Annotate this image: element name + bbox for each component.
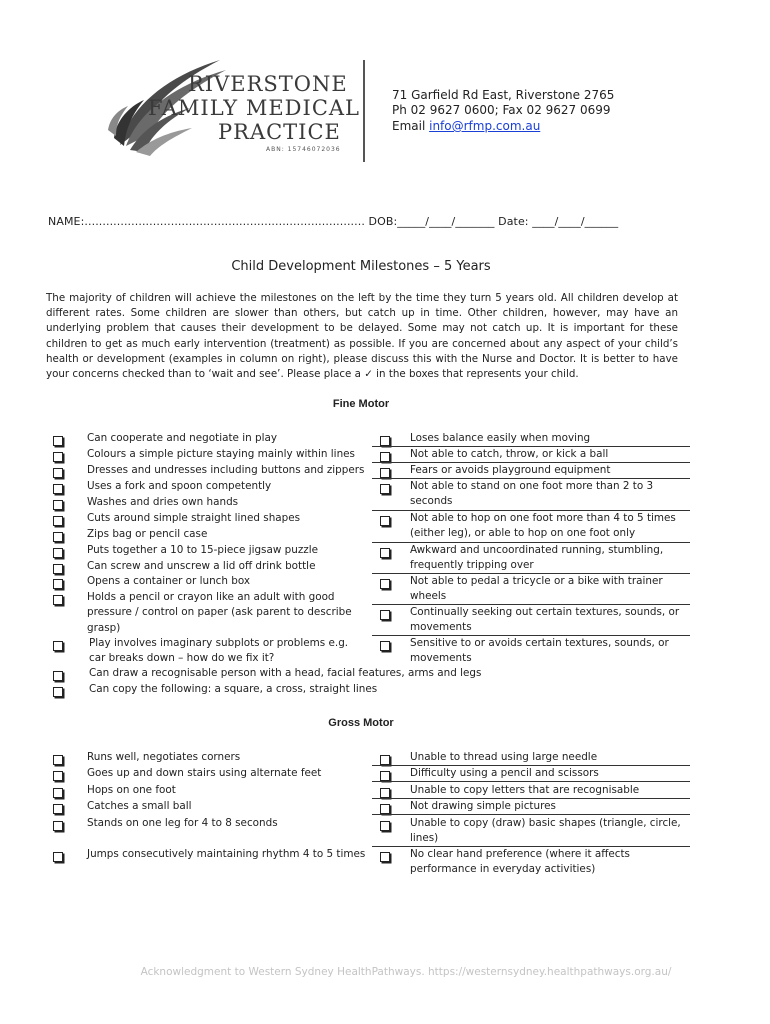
left-milestone-item [87,463,387,478]
right-milestone-item [410,463,700,478]
milestone-text-line: Jumps consecutively maintaining rhythm 4 to 5 times [87,848,366,860]
left-checkbox[interactable] [53,687,63,697]
right-milestone-item [410,511,700,542]
gross-motor-heading: Gross Motor [328,717,394,729]
logo-line-3: PRACTICE [218,120,341,144]
left-milestone-item [87,431,387,446]
milestone-text-line: Unable to copy letters that are recognisable [410,784,640,796]
left-milestone-item [89,682,419,697]
right-checkbox[interactable] [380,468,390,478]
left-milestone-item [87,527,387,542]
left-checkbox[interactable] [53,484,63,494]
left-checkbox[interactable] [53,852,63,862]
left-milestone-item [87,766,387,781]
left-checkbox[interactable] [53,579,63,589]
logo-line-1: RIVERSTONE [188,72,348,96]
right-checkbox[interactable] [380,771,390,781]
acknowledgment-footer: Acknowledgment to Western Sydney HealthPathways. https://westernsydney.healthpathways.org.au/ [140,966,672,978]
left-milestone-item [87,495,387,510]
milestone-text-line: Sensitive to or avoids certain textures, sounds, or [410,637,669,649]
left-milestone-item [87,447,387,462]
right-checkbox[interactable] [380,579,390,589]
milestone-text-line: Dresses and undresses including buttons and zippers [87,464,365,476]
right-milestone-item [410,799,700,814]
practice-phone-fax: Ph 02 9627 0600; Fax 02 9627 0699 [392,103,611,117]
left-checkbox[interactable] [53,595,63,605]
milestone-text-line: performance in everyday activities) [410,863,596,876]
left-milestone-item [87,847,387,862]
right-row-divider [372,814,690,815]
right-checkbox[interactable] [380,484,390,494]
left-checkbox[interactable] [53,516,63,526]
milestone-text-line: seconds [410,495,453,508]
left-checkbox[interactable] [53,452,63,462]
milestone-text-line: Washes and dries own hands [87,496,239,508]
left-milestone-item [87,783,387,798]
left-milestone-item [87,559,387,574]
left-checkbox[interactable] [53,771,63,781]
email-link[interactable]: info@rfmp.com.au [429,119,541,133]
milestone-text-line: grasp) [87,621,121,634]
right-checkbox[interactable] [380,548,390,558]
right-milestone-item [410,766,700,781]
milestone-text-line: Uses a fork and spoon competently [87,480,272,492]
milestone-text-line: Difficulty using a pencil and scissors [410,767,599,779]
patient-details-line[interactable]: NAME:.............................................................................. DOB:_____/____/_______ Date: ____/____/______ [48,215,619,228]
right-milestone-item [410,816,700,847]
right-milestone-item [410,605,700,636]
logo-line-2: FAMILY MEDICAL [148,96,360,120]
left-milestone-item [87,750,387,765]
right-checkbox[interactable] [380,610,390,620]
left-milestone-item [87,816,387,831]
left-checkbox[interactable] [53,671,63,681]
right-milestone-item [410,574,700,605]
milestone-text-line: Hops on one foot [87,784,176,796]
left-milestone-item [87,574,387,589]
milestone-text-line: Not able to hop on one foot more than 4 to 5 times [410,512,676,524]
milestone-text-line: Holds a pencil or crayon like an adult with good [87,591,335,603]
milestone-text-line: Can screw and unscrew a lid off drink bottle [87,560,316,572]
milestone-text-line: Colours a simple picture staying mainly within lines [87,448,355,460]
left-checkbox[interactable] [53,500,63,510]
right-checkbox[interactable] [380,452,390,462]
milestone-text-line: Not drawing simple pictures [410,800,556,812]
milestone-text-line: Opens a container or lunch box [87,575,251,587]
milestone-text-line: Cuts around simple straight lined shapes [87,512,301,524]
practice-logo [100,50,360,165]
header-divider [363,60,365,162]
left-checkbox[interactable] [53,755,63,765]
milestone-text-line: Stands on one leg for 4 to 8 seconds [87,817,278,829]
milestone-text-line: Catches a small ball [87,800,192,812]
milestone-text-line: Loses balance easily when moving [410,432,591,444]
milestone-text-line: Continually seeking out certain textures, sounds, or [410,606,680,618]
milestone-text-line: Not able to stand on one foot more than 2 to 3 [410,480,654,492]
logo-abn: ABN: 15746072036 [266,146,341,153]
left-checkbox[interactable] [53,788,63,798]
right-milestone-item [410,636,700,667]
milestone-text-line: lines) [410,832,439,845]
milestone-text-line: Zips bag or pencil case [87,528,208,540]
left-milestone-item [87,479,387,494]
right-milestone-item [410,750,700,765]
left-checkbox[interactable] [53,436,63,446]
left-checkbox[interactable] [53,641,63,651]
right-milestone-item [410,783,700,798]
right-checkbox[interactable] [380,788,390,798]
right-checkbox[interactable] [380,852,390,862]
milestone-text-line: car breaks down – how do we fix it? [89,652,275,665]
right-row-divider [372,781,690,782]
right-checkbox[interactable] [380,755,390,765]
fine-motor-heading: Fine Motor [332,398,390,410]
milestone-text-line: Unable to copy (draw) basic shapes (triangle, circle, [410,817,681,829]
milestone-text-line: Play involves imaginary subplots or problems e.g. [89,637,349,649]
right-milestone-item [410,447,700,462]
milestone-text-line: (either leg), or able to hop on one foot only [410,527,636,540]
left-checkbox[interactable] [53,548,63,558]
left-milestone-item [87,590,387,636]
left-checkbox[interactable] [53,564,63,574]
left-milestone-item [87,799,387,814]
left-milestone-item [87,511,387,526]
milestone-text-line: Unable to thread using large needle [410,751,598,763]
milestone-text-line: frequently tripping over [410,559,534,572]
practice-address: 71 Garfield Rd East, Riverstone 2765 [392,88,615,102]
intro-paragraph: The majority of children will achieve the milestones on the left by the time they turn 5 years old. All children develop at different rates. Some children are slower than others, but catch up in time. Other children, however, may have an underlying problem that causes their development to be delayed. Some may not catch up. It is important for these children to get as much early intervention (treatment) as possible. If you are concerned about any aspect of your child’s health or development (examples in column on right), please discuss this with the Nurse and Doctor. It is better to have your concerns checked than to ‘wait and see’. Please place a ✓ in the boxes that represents your child. [46,292,678,381]
milestone-text-line: wheels [410,590,447,603]
left-milestone-item [89,666,519,681]
right-checkbox[interactable] [380,516,390,526]
milestone-text-line: Can cooperate and negotiate in play [87,432,277,444]
milestone-text-line: Can draw a recognisable person with a head, facial features, arms and legs [89,667,482,679]
page-title: Child Development Milestones – 5 Years [231,259,491,274]
right-checkbox[interactable] [380,436,390,446]
right-milestone-item [410,431,700,446]
practice-email-line [392,119,540,133]
milestone-text-line: Goes up and down stairs using alternate feet [87,767,322,779]
milestone-text-line: Awkward and uncoordinated running, stumbling, [410,544,664,556]
milestone-text-line: Not able to pedal a tricycle or a bike with trainer [410,575,663,587]
milestone-text-line: movements [410,621,472,634]
right-checkbox[interactable] [380,821,390,831]
milestone-text-line: movements [410,652,472,665]
milestone-text-line: Runs well, negotiates corners [87,751,241,763]
left-checkbox[interactable] [53,468,63,478]
left-milestone-item [89,636,389,667]
left-milestone-item [87,543,387,558]
right-milestone-item [410,847,700,878]
milestone-text-line: pressure / control on paper (ask parent to describe [87,606,352,619]
left-checkbox[interactable] [53,821,63,831]
email-label: Email [392,119,430,133]
milestone-text-line: Puts together a 10 to 15-piece jigsaw puzzle [87,544,319,556]
right-milestone-item [410,543,700,574]
right-milestone-item [410,479,700,510]
milestone-text-line: No clear hand preference (where it affects [410,848,630,860]
left-checkbox[interactable] [53,532,63,542]
milestone-text-line: Can copy the following: a square, a cross, straight lines [89,683,378,695]
milestone-text-line: Not able to catch, throw, or kick a ball [410,448,609,460]
milestone-text-line: Fears or avoids playground equipment [410,464,611,476]
left-checkbox[interactable] [53,804,63,814]
right-checkbox[interactable] [380,804,390,814]
right-checkbox[interactable] [380,641,390,651]
